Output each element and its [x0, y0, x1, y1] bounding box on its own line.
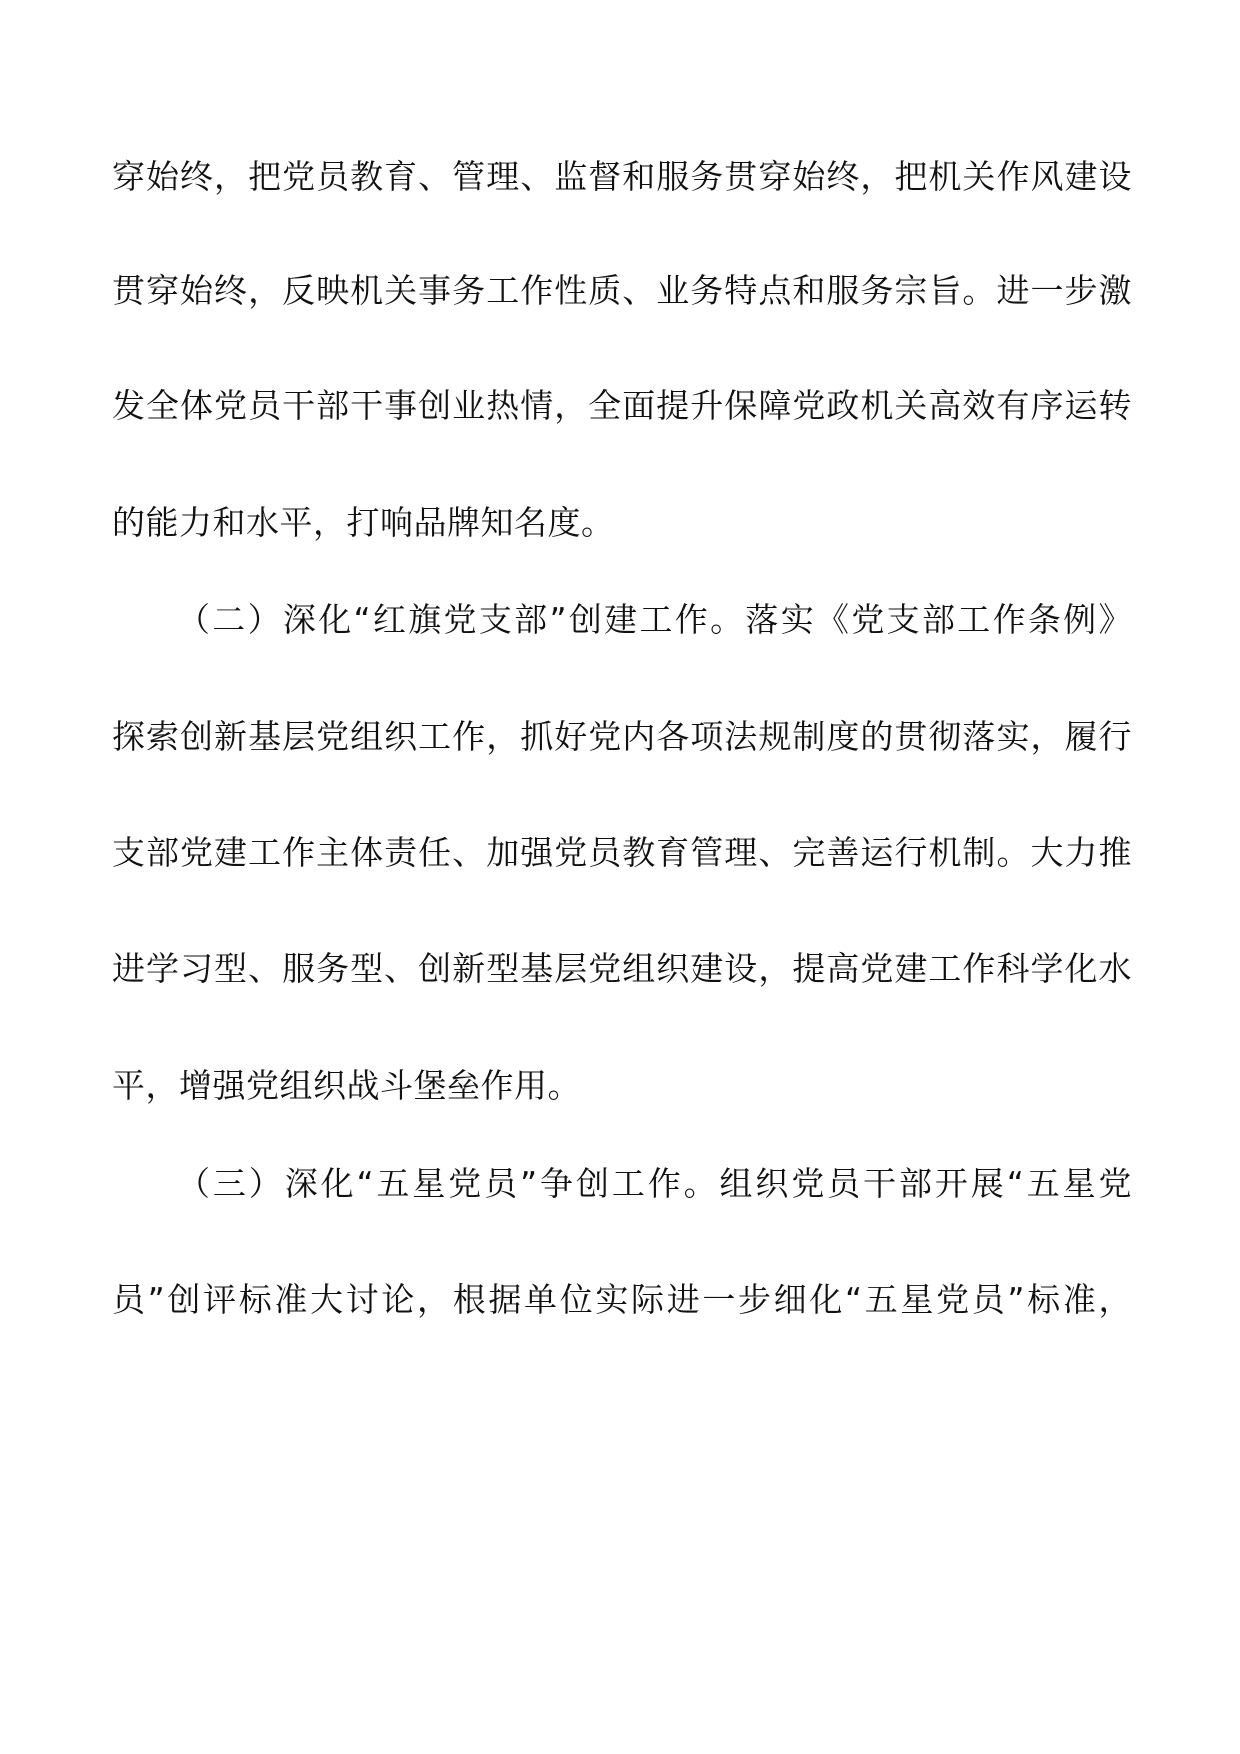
- section-heading-line: （三）深化“五星党员”争创工作。组织党员干部开展“五星党: [177, 1164, 1132, 1203]
- body-text-line: 平，增强党组织战斗堡垒作用。: [112, 1066, 581, 1105]
- body-text-line: 进学习型、服务型、创新型基层党组织建设，提高党建工作科学化水: [112, 949, 1132, 988]
- body-text-line: 员”创评标准大讨论，根据单位实际进一步细化“五星党员”标准，: [112, 1280, 1132, 1319]
- body-text-line: 发全体党员干部干事创业热情，全面提升保障党政机关高效有序运转: [112, 386, 1132, 425]
- body-text-line: 贯穿始终，反映机关事务工作性质、业务特点和服务宗旨。进一步激: [112, 271, 1132, 310]
- body-text-line: 探索创新基层党组织工作，抓好党内各项法规制度的贯彻落实，履行: [112, 717, 1132, 756]
- body-text-line: 支部党建工作主体责任、加强党员教育管理、完善运行机制。大力推: [112, 833, 1132, 872]
- body-text-line: 穿始终，把党员教育、管理、监督和服务贯穿始终，把机关作风建设: [112, 157, 1132, 196]
- section-heading-line: （二）深化“红旗党支部”创建工作。落实《党支部工作条例》: [177, 600, 1132, 639]
- body-text-line: 的能力和水平，打响品牌知名度。: [112, 503, 615, 542]
